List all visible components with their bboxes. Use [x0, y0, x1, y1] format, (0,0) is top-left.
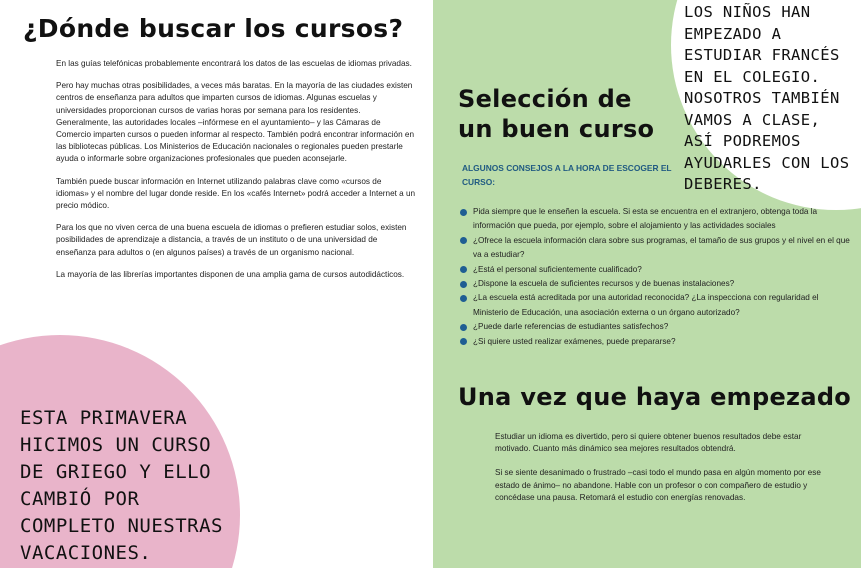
section-subtitle-tips: ALGUNOS CONSEJOS A LA HORA DE ESCOGER EL CURSO: — [462, 163, 672, 187]
paragraph: Pero hay muchas otras posibilidades, a veces más baratas. En la mayoría de las ciudades existen centros de enseñanza para adultos que imparten cursos de idiomas. Algunas escuelas y universidades proporcionan cursos de varias horas por semana para los residentes. Generalmente, las autoridades locales –infórmese en el ayuntamiento– y las Cámaras de Comercio imparten cursos o pueden informar al respecto. También podrá encontrar información en las bibliotecas públicas. Los Ministerios de Educación nacionales o regionales pueden prestarle ayuda o informarle sobre organizaciones profesionales que pueden aconsejarle. — [56, 81, 415, 164]
paragraph: Si se siente desanimado o frustrado –casi todo el mundo pasa en algún momento por ese estado de ánimo– no abandone. Hable con un profesor o con compañero de estudio y concédase una pausa. Retomará el estudio con energías renovadas. — [495, 468, 821, 502]
page-title-where-to-find-courses: ¿Dónde buscar los cursos? — [23, 14, 404, 43]
tip-text: ¿Ofrece la escuela información clara sobre sus programas, el tamaño de sus grupos y el nivel en el que va a estudiar? — [473, 235, 850, 260]
tip-text: ¿Está el personal suficientemente cualificado? — [473, 264, 642, 274]
bullet-icon — [460, 338, 467, 345]
list-item — [460, 335, 850, 349]
tips-list — [460, 205, 850, 349]
right-page — [433, 0, 861, 568]
right-body-text — [495, 431, 825, 516]
section-title-once-started: Una vez que haya empezado — [458, 383, 852, 411]
section-title-course-selection: Selección de un buen curso — [458, 85, 655, 143]
paragraph: También puede buscar información en Internet utilizando palabras clave como «cursos de idiomas» y el nombre del lugar donde reside. En los «cafés Internet» podrá acceder a Internet a un precio módico. — [56, 176, 416, 211]
paragraph: La mayoría de las librerías importantes disponen de una amplia gama de cursos autodidácticos. — [56, 269, 405, 279]
list-item — [460, 263, 850, 277]
bullet-icon — [460, 237, 467, 244]
bullet-icon — [460, 324, 467, 331]
tip-text: ¿La escuela está acreditada por una autoridad reconocida? ¿La inspecciona con regularidad el Ministerio de Educación, una asociación externa o un órgano autorizado? — [473, 293, 819, 317]
paragraph: Para los que no viven cerca de una buena escuela de idiomas o prefieren estudiar solos, existen posibilidades de aprendizaje a distancia, a través de un instituto o de una universidad de enseñanza para adultos o (en algunos países) a través de un organismo nacional. — [56, 223, 407, 257]
paragraph: En las guías telefónicas probablemente encontrará los datos de las escuelas de idiomas privadas. — [56, 59, 412, 68]
bullet-icon — [460, 209, 467, 216]
list-item — [460, 234, 850, 263]
list-item — [460, 291, 850, 320]
list-item — [460, 205, 850, 234]
tip-text: ¿Puede darle referencias de estudiantes satisfechos? — [473, 322, 669, 332]
tip-text: ¿Dispone la escuela de suficientes recursos y de buenas instalaciones? — [473, 279, 735, 289]
tip-text: Pida siempre que le enseñen la escuela. Si esta se encuentra en el extranjero, obtenga toda la información que pueda, por ejemplo, sobre el alojamiento y las actividades sociales — [473, 207, 818, 231]
handwritten-quote-french-children: LOS NIÑOS HAN EMPEZADO A ESTUDIAR FRANCÉS EN EL COLEGIO. NOSOTROS TAMBIÉN VAMOS A CLASE, ASÍ PODREMOS AYUDARLES CON LOS DEBERES. — [684, 3, 850, 193]
left-body-text — [56, 58, 416, 291]
bullet-icon — [460, 281, 467, 288]
list-item — [460, 277, 850, 291]
list-item — [460, 320, 850, 334]
bullet-icon — [460, 295, 467, 302]
handwritten-quote-greek-course: ESTA PRIMAVERA HICIMOS UN CURSO DE GRIEGO Y ELLO CAMBIÓ POR COMPLETO NUESTRAS VACACIONES. — [20, 407, 223, 564]
paragraph: Estudiar un idioma es divertido, pero si quiere obtener buenos resultados debe estar motivado. Cuanto más dinámico sea mejores resultados obtendrá. — [495, 432, 802, 454]
bullet-icon — [460, 266, 467, 273]
tip-text: ¿Si quiere usted realizar exámenes, puede prepararse? — [473, 336, 676, 346]
